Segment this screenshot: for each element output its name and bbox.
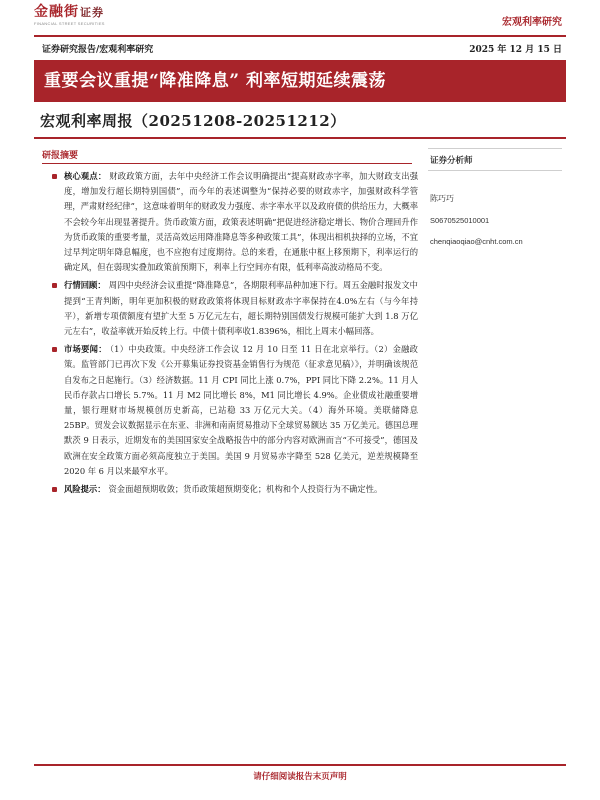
analyst-label: 证券分析师 [428, 148, 562, 171]
paragraph-text: （1）中央政策。中央经济工作会议 12 月 10 日至 11 日在北京举行。（2）金融政策。监管部门已再次下发《公开募集证券投资基金销售行为规范（征求意见稿）》，并明确该规范自发布之日起施行。（3）经济数据。11 月 CPI 同比上涨 0.7%，PPI 同比下降 2.2%。11 月人民币存款占口增长 5.7%。11 月 M2 同比增长 8%，M1 同比增长 4.9%。企业债成社融重要增量，银行理财市场规模创历史新高，已站稳 33 万亿元大关。（4）海外环境。美联储降息 25BP。贸发会议数据显示在东亚、非洲和南南贸易推动下全球贸易额达 35 万亿美元。德国总理默茨 9 日表示，近期发布的美国国家安全战略报告中的部分内容对欧洲而言“不可接受”，德国及欧洲在安全政策方面必须高度独立于美国。美国 9 月贸易赤字降至 528 亿美元，逆差规模降至 2020 年 6 月以来最窄水平。 [64, 344, 418, 476]
bullet-icon [52, 174, 57, 179]
analyst-cert-id: S0670525010001 [430, 216, 490, 225]
footer-disclaimer: 请仔细阅读报告末页声明 [253, 772, 347, 782]
company-logo [34, 4, 105, 27]
footer-rule [34, 764, 566, 766]
breadcrumb-row [42, 42, 562, 56]
summary-rule [42, 163, 412, 164]
paragraph-text: 财政政策方面，去年中央经济工作会议明确提出“提高财政赤字率，加大财政支出强度，增加发行超长期特别国债”，而今年的表述调整为“保持必要的财政赤字，加强财政科学管理，严肃财经纪律”，这意味着明年的财政发力强度、赤字率水平以及政府债的供给压力，大概率不会较今年出现显著提升。货币政策方面，政策表述明确“把促进经济稳定增长、物价合理回升作为货币政策的重要考量，灵活高效运用降准降息等多种政策工具”，体现出相机抉择的立场，不宜过早判定明年降息幅度，也不应抱有过度期待。总的来看，在通胀中枢上移预期下，利率运行的确定风，但在弱现实叠加政策前预期下，利率上行空间亦有限，低利率高波动格局不变。 [64, 171, 418, 273]
bullet-icon [52, 347, 57, 352]
subtitle-rule [34, 137, 566, 139]
page-header [34, 4, 566, 34]
paragraph-lead: 行情回顾： [64, 280, 106, 291]
paragraph-lead: 市场要闻： [64, 344, 107, 355]
summary-body [50, 166, 418, 497]
paragraph-core-view [50, 169, 418, 275]
paragraph-lead: 核心观点： [64, 171, 107, 181]
analyst-panel [428, 148, 562, 246]
paragraph-market-news [50, 342, 418, 479]
report-title: 重要会议重提“降准降息” 利率短期延续震荡 [34, 60, 566, 102]
analyst-email[interactable]: chenqiaoqiao@cnht.com.cn [430, 237, 523, 246]
breadcrumb: 证券研究报告/宏观利率研究 [42, 45, 154, 55]
report-date: 2025 年 12 月 15 日 [469, 45, 562, 55]
paragraph-risk [50, 482, 418, 497]
paragraph-market-review [50, 278, 418, 339]
analyst-name: 陈巧巧 [430, 194, 454, 203]
header-category: 宏观利率研究 [502, 17, 562, 28]
logo-suffix: 证券 [80, 6, 104, 19]
bullet-icon [52, 283, 57, 288]
paragraph-text: 资金面超预期收敛；货币政策超预期变化；机构和个人投资行为不确定性。 [108, 484, 383, 495]
report-subtitle: 宏观利率周报（20251208-20251212） [40, 112, 346, 130]
paragraph-text: 周四中央经济会议重提“降准降息”，各期限利率品种加速下行。周五金融时报发文中提到“王青判断，明年更加积极的财政政策将体现目标财政赤字率保持在4.0%左右（与今年持平），新增专项债额度有望扩大至 5 万亿元左右，超长期特别国债发行规模可能扩大到 1.8 万亿元左右”，收益率就开始反转上行。中债十债利率收1.8396%，相比上周末小幅回落。 [64, 280, 418, 337]
logo-brand: 金融街 [34, 4, 79, 20]
header-rule [34, 35, 566, 37]
bullet-icon [52, 487, 57, 492]
logo-english: FINANCIAL STREET SECURITIES [34, 21, 105, 26]
summary-label: 研报摘要 [42, 151, 79, 161]
paragraph-lead: 风险提示： [64, 484, 106, 495]
